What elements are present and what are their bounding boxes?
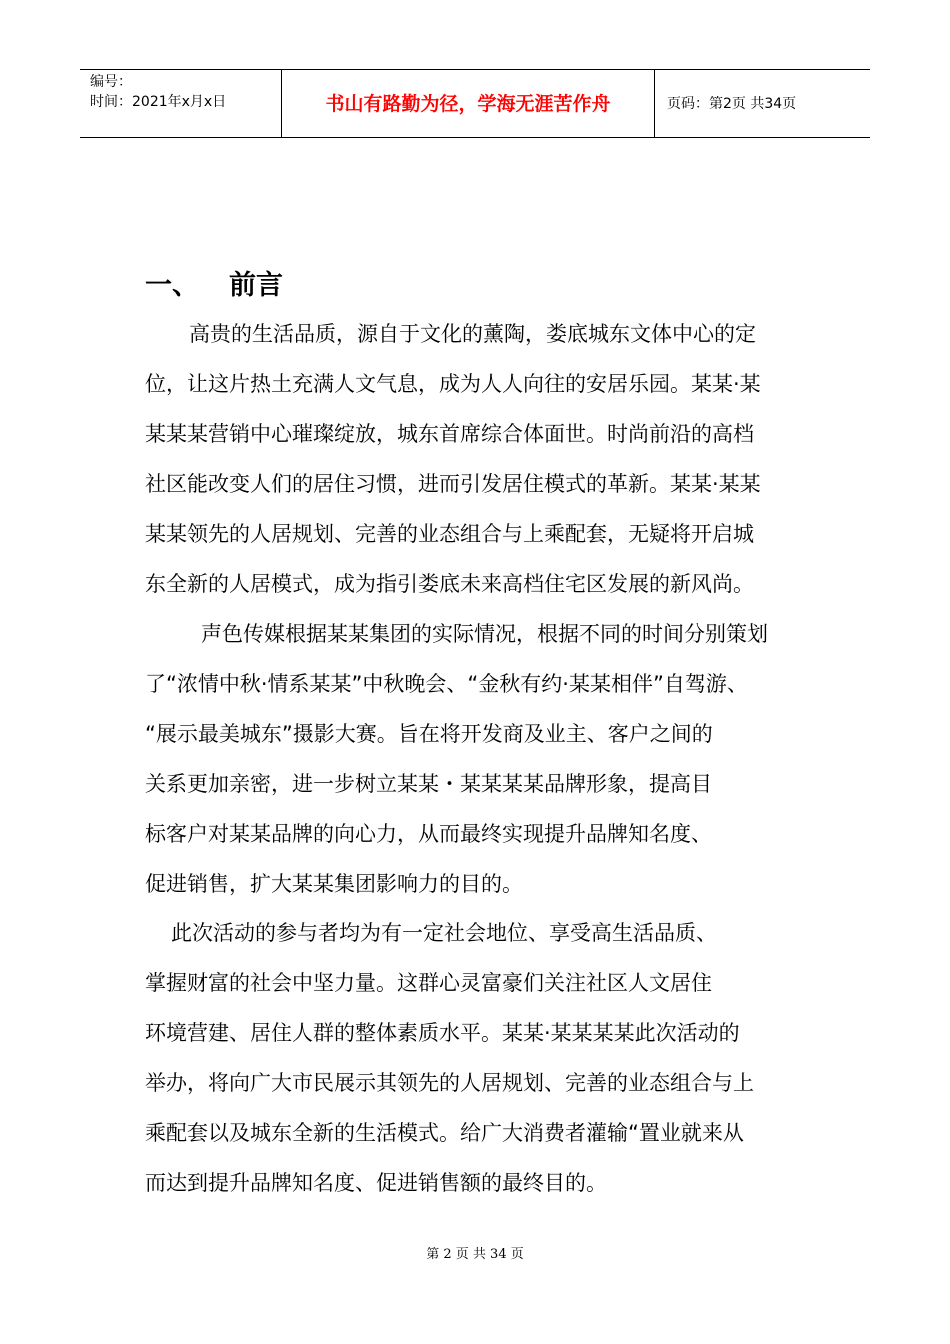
paragraph-line: 东全新的人居模式，成为指引娄底未来高档住宅区发展的新风尚。 bbox=[145, 572, 754, 596]
paragraph-line: 某某某营销中心璀璨绽放，城东首席综合体面世。时尚前沿的高档 bbox=[145, 422, 754, 446]
document-header bbox=[80, 69, 870, 138]
paragraph-line: 举办，将向广大市民展示其领先的人居规划、完善的业态组合与上 bbox=[145, 1071, 754, 1095]
document-number-label: 编号： bbox=[90, 74, 132, 90]
header-page-info: 页码：第2页 共34页 bbox=[667, 96, 797, 112]
document-date: 时间：2021年x月x日 bbox=[90, 94, 227, 110]
page-footer: 第 2 页 共 34 页 bbox=[426, 1247, 524, 1262]
paragraph-line: 关系更加亲密，进一步树立某某・某某某某品牌形象，提高目 bbox=[145, 772, 712, 796]
paragraph-line: 掌握财富的社会中坚力量。这群心灵富豪们关注社区人文居住 bbox=[145, 971, 712, 995]
paragraph-line: 了“浓情中秋·情系某某”中秋晚会、“金秋有约·某某相伴”自驾游、 bbox=[145, 672, 748, 696]
paragraph-line: 乘配套以及城东全新的生活模式。给广大消费者灌输“置业就来从 bbox=[145, 1121, 744, 1145]
header-motto-cell bbox=[282, 70, 655, 137]
paragraph-line: 而达到提升品牌知名度、促进销售额的最终目的。 bbox=[145, 1171, 607, 1195]
paragraph-line: “展示最美城东”摄影大赛。旨在将开发商及业主、客户之间的 bbox=[145, 722, 713, 746]
header-motto: 书山有路勤为径，学海无涯苦作舟 bbox=[325, 93, 611, 115]
header-page-cell bbox=[655, 70, 870, 137]
paragraph-line: 高贵的生活品质，源自于文化的薰陶，娄底城东文体中心的定 bbox=[189, 322, 756, 346]
paragraph-line: 某某领先的人居规划、完善的业态组合与上乘配套，无疑将开启城 bbox=[145, 522, 754, 546]
section-heading-title: 前言 bbox=[229, 270, 283, 301]
paragraph-line: 社区能改变人们的居住习惯，进而引发居住模式的革新。某某·某某 bbox=[145, 472, 761, 496]
section-heading bbox=[145, 266, 283, 306]
header-meta-cell bbox=[80, 70, 282, 137]
paragraph-line: 位，让这片热土充满人文气息，成为人人向往的安居乐园。某某·某 bbox=[145, 372, 761, 396]
paragraph-line: 此次活动的参与者均为有一定社会地位、享受高生活品质、 bbox=[171, 921, 717, 945]
paragraph-line: 声色传媒根据某某集团的实际情况，根据不同的时间分别策划 bbox=[201, 622, 768, 646]
paragraph-line: 标客户对某某品牌的向心力，从而最终实现提升品牌知名度、 bbox=[145, 822, 712, 846]
section-heading-number: 一、 bbox=[145, 270, 199, 301]
paragraph-line: 促进销售，扩大某某集团影响力的目的。 bbox=[145, 872, 523, 896]
paragraph-line: 环境营建、居住人群的整体素质水平。某某·某某某某此次活动的 bbox=[145, 1021, 740, 1045]
